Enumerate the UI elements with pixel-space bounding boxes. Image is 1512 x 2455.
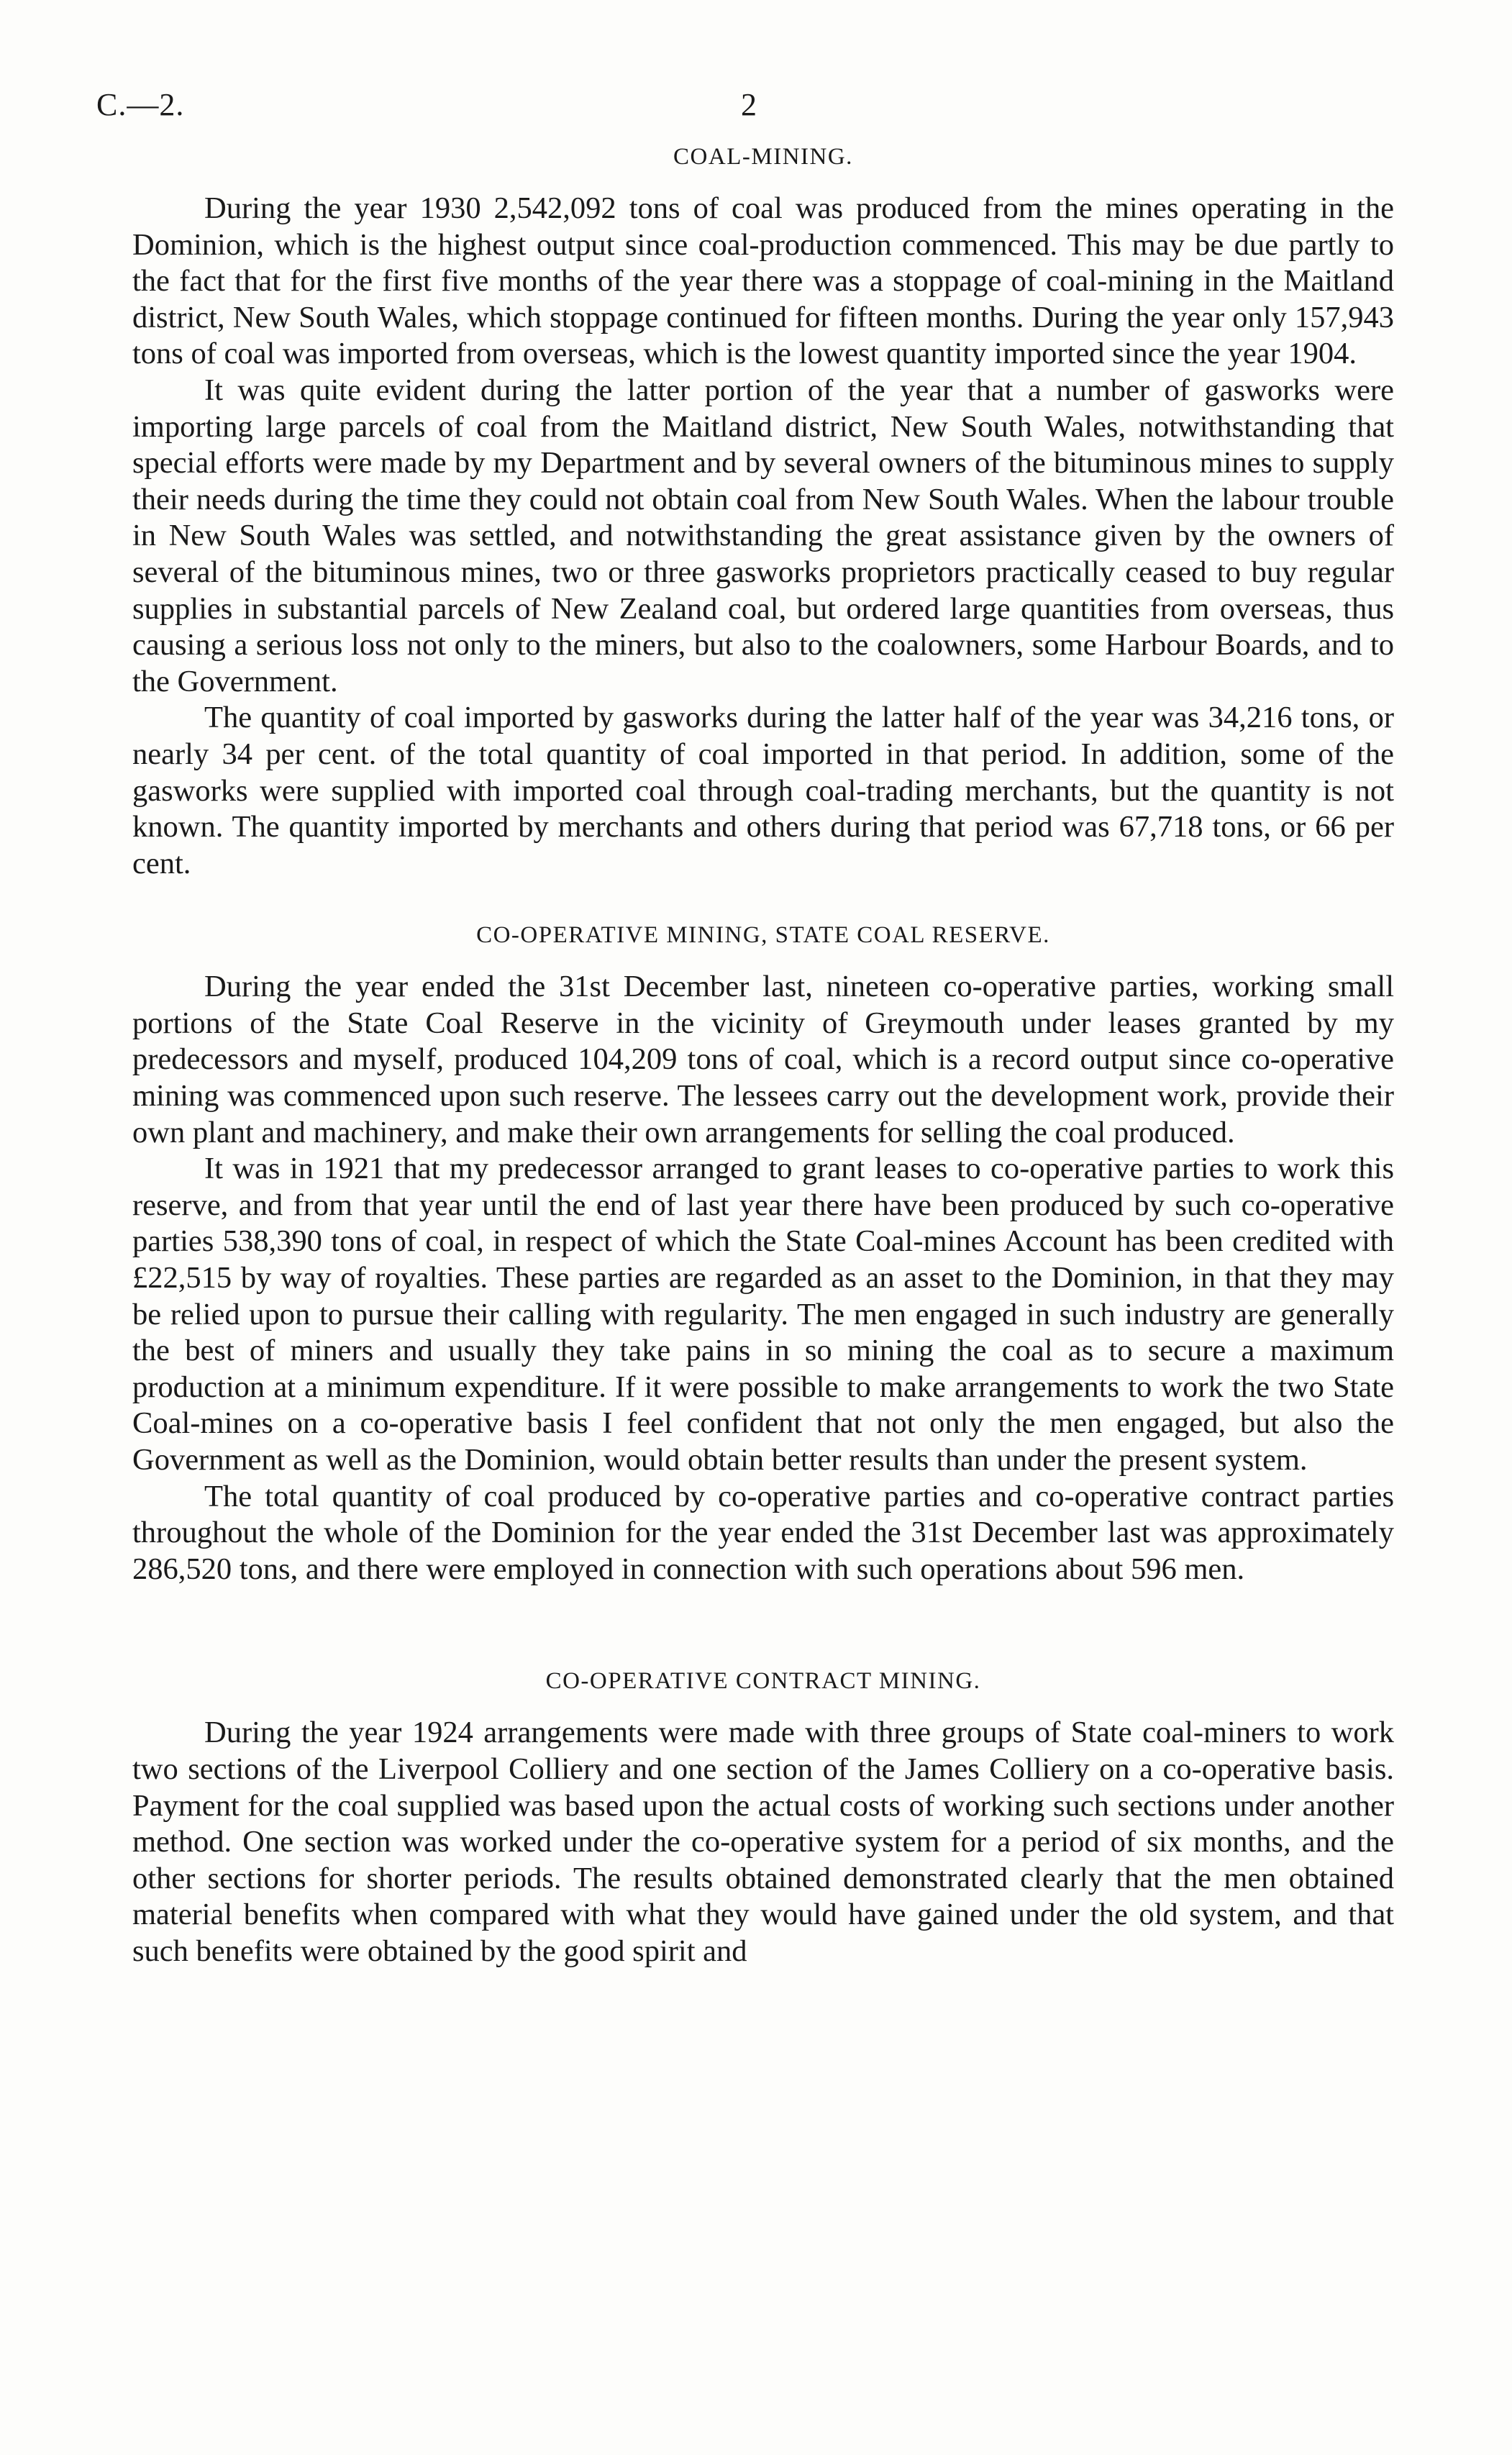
paragraph: It was quite evident during the latter portion of the year that a number of gasworks were importing large parcels of coal from the Maitland district, New South Wales, notwithstanding that special efforts were made by my Department and by several owners of the bituminous mines to supply their needs during the time they could not obtain coal from New South Wales. When the labour trouble in New South Wales was settled, and notwithstanding the great assistance given by the owners of several of the bituminous mines, two or three gasworks proprietors practically ceased to buy regular supplies in substantial parcels of New Zealand coal, but ordered large quantities from overseas, thus causing a serious loss not only to the miners, but also to the coalowners, some Harbour Boards, and to the Government. bbox=[132, 373, 1394, 698]
paragraph: The quantity of coal imported by gasworks during the latter half of the year was 34,216 tons, or nearly 34 per cent. of the total quantity of coal imported in that period. In addition, some of the gasworks were supplied with imported coal through coal-trading merchants, but the quantity is not known. The quantity imported by merchants and others during that period was 67,718 tons, or 66 per cent. bbox=[132, 701, 1394, 880]
section-heading: CO-OPERATIVE CONTRACT MINING. bbox=[545, 1668, 981, 1695]
paragraph: The total quantity of coal produced by co-operative parties and co-operative contract parties throughout the whole of the Dominion for the year ended the 31st December last was approximately 286,520 tons, and there were employed in connection with such operations about 596 men. bbox=[132, 1479, 1394, 1586]
section-heading: COAL-MINING. bbox=[673, 144, 853, 170]
section-co-operative-contract-mining bbox=[132, 1668, 1394, 1969]
paragraph: During the year ended the 31st December last, nineteen co-operative parties, working small portions of the State Coal Reserve in the vicinity of Greymouth under leases granted by my predecessors and myself, produced 104,209 tons of coal, which is a record output since co-operative mining was commenced upon such reserve. The lessees carry out the development work, provide their own plant and machinery, and make their own arrangements for selling the coal produced. bbox=[132, 970, 1394, 1149]
paragraph: During the year 1930 2,542,092 tons of coal was produced from the mines operating in the Dominion, which is the highest output since coal-production commenced. This may be due partly to the fact that for the first five months of the year there was a stoppage of coal-mining in the Maitland district, New South Wales, which stoppage continued for fifteen months. During the year only 157,943 tons of coal was imported from overseas, which is the lowest quantity imported since the year 1904. bbox=[132, 191, 1394, 371]
section-spacer bbox=[132, 1588, 1394, 1668]
page-number: 2 bbox=[741, 87, 757, 122]
page-body bbox=[132, 144, 1394, 1970]
section-co-operative-mining bbox=[132, 922, 1394, 1588]
section-heading: CO-OPERATIVE MINING, STATE COAL RESERVE. bbox=[476, 922, 1050, 949]
section-spacer bbox=[132, 882, 1394, 922]
paragraph: It was in 1921 that my predecessor arranged to grant leases to co-operative parties to work this reserve, and from that year until the end of last year there have been produced by such co-operative parties 538,390 tons of coal, in respect of which the State Coal-mines Account has been credited with £22,515 by way of royalties. These parties are regarded as an asset to the Dominion, in that they may be relied upon to pursue their calling with regularity. The men engaged in such industry are generally the best of miners and usually they take pains in so mining the coal as to secure a maximum production at a minimum expenditure. If it were possible to make arrangements to work the two State Coal-mines on a co-operative basis I feel confident that not only the men engaged, but also the Government as well as the Dominion, would obtain better results than under the present system. bbox=[132, 1152, 1394, 1477]
paragraph: During the year 1924 arrangements were made with three groups of State coal-miners to work two sections of the Liverpool Colliery and one section of the James Colliery on a co-operative basis. Payment for the coal supplied was based upon the actual costs of working such sections under another method. One section was worked under the co-operative system for a period of six months, and the other sections for shorter periods. The results obtained demonstrated clearly that the men obtained material benefits when compared with what they would have gained under the old system, and that such benefits were obtained by the good spirit and bbox=[132, 1716, 1394, 1968]
section-coal-mining bbox=[132, 144, 1394, 882]
report-code: C.—2. bbox=[96, 87, 185, 122]
